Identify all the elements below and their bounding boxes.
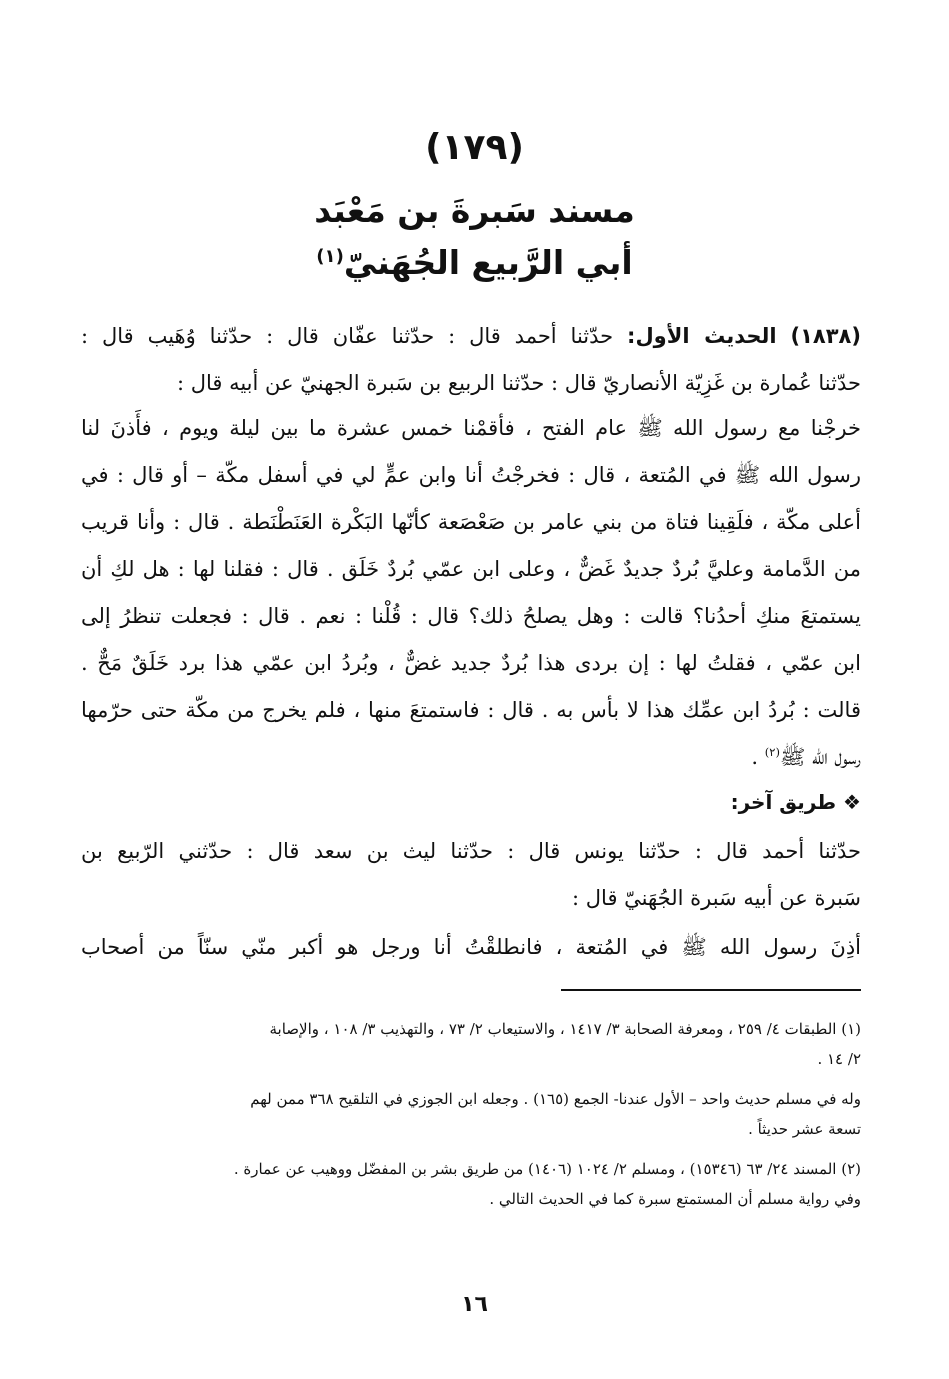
tariq-text (81, 924, 861, 971)
footnote-1-extra-line: وله في مسلم حديث واحد – الأول عندنا- الجمع (١٦٥) . وجعله ابن الجوزي في التلقيح ٣٦٨ ممن لهم (250, 1090, 861, 1108)
hadith-line: يستمتعَ منكِ أحدُنا؟ قالت : وهل يصلحُ ذلك؟ قال : قُلْنا : نعم . قال : فجعلت تنظرُ إلى (81, 604, 861, 628)
hadith-line: ابن عمّي ، فقلتُ لها : إن بردى هذا بُردٌ جديد غضٌّ ، وبُردُ ابن عمّي هذا برد خَلَقٌ مَحٌّ . (81, 651, 861, 675)
hadith-line: قالت : بُردُ ابن عمِّك هذا لا بأس به . قال : فاستمتعَ منها ، فلم يخرج من مكّة حتى حرّمها (81, 698, 861, 722)
page-number: ١٦ (461, 1292, 488, 1317)
hadith-line: من الدَّمامة وعليَّ بُردٌ جديدٌ غَضٌّ ، وعلى ابن عمّي بُردٌ خَلَق . قال : فقلنا لها : هل لكِ أن (81, 557, 861, 581)
chapter-number: (١٧٩) (425, 127, 524, 168)
hadith-last-end: . (751, 745, 765, 769)
isnad-line (81, 313, 861, 360)
footnote-separator (561, 989, 861, 991)
hadith-line: خرجْنا مع رسول الله ﷺ عام الفتح ، فأقمْنا خمس عشرة ما بين ليلة ويوم ، فأَذنَ لنا (81, 416, 861, 440)
footnote-1-line: (١) الطبقات ٤/ ٢٥٩ ، ومعرفة الصحابة ٣/ ١٤١٧ ، والاستيعاب ٢/ ٧٣ ، والتهذيب ٣/ ١٠٨ ، والإصابة (269, 1020, 861, 1038)
hadith-label: الحديث الأول: (627, 324, 777, 348)
hadith-line: أعلى مكّة ، فلَقِينا فتاة من بني عامر بن صَعْصَعة كأنّها البَكْرة العَنَطْنَطة . قال : وأنا قريب (81, 510, 861, 534)
footnote-1-extra-line: تسعة عشر حديثاً . (748, 1120, 861, 1138)
footnote-2-line: (٢) المسند ٢٤/ ٦٣ (١٥٣٤٦) ، ومسلم ٢/ ١٠٢٤ (١٤٠٦) من طريق بشر بن المفضّل ووهيب عن عمارة . (233, 1160, 861, 1178)
hadith-last-text: رسول الله ﷺ (780, 745, 861, 769)
tariq-line: حدّثنا أحمد قال : حدّثنا يونس قال : حدّثنا ليث بن سعد قال : حدّثني الرّبيع بن (81, 839, 861, 863)
tariq-heading: ❖ طريق آخر: (730, 790, 861, 814)
chapter-title: مسند سَبرةَ بن مَعْبَد (314, 191, 635, 230)
footnotes (81, 1014, 861, 1214)
tariq-line: سَبرة عن أبيه سَبرة الجُهَنيّ قال : (572, 886, 861, 910)
isnad-line: حدّثنا عُمارة بن غَزِيّة الأنصاريّ قال : حدّثنا الربيع بن سَبرة الجهنيّ عن أبيه قال : (176, 371, 861, 395)
hadith-number: (١٨٣٨) (790, 324, 861, 348)
hadith-line: رسول الله ﷺ في المُتعة ، قال : فخرجْتُ أنا وابن عمٍّ لي في أسفل مكّة – أو قال : في (81, 463, 861, 487)
footnote-ref-1: (١) (316, 246, 344, 267)
tariq-line: أذِنَ رسول الله ﷺ في المُتعة ، فانطلقْتُ أنا ورجل هو أكبر منّي سنّاً من أصحاب (81, 935, 862, 959)
footnote-1-line: ٢/ ١٤ . (817, 1050, 861, 1068)
subtitle-text: أبي الرَّبيع الجُهَنيّ (343, 243, 633, 282)
footnote-ref-2: (٢) (764, 745, 781, 759)
isnad-text: حدّثنا أحمد قال : حدّثنا عفّان قال : حدّثنا وُهَيب قال : (81, 324, 614, 348)
hadith-isnad (81, 313, 861, 407)
chapter-subtitle (0, 241, 949, 285)
hadith-text (81, 405, 861, 781)
footnote-2-line: وفي رواية مسلم أن المستمتع سبرة كما في الحديث التالي . (489, 1190, 861, 1208)
tariq-isnad (81, 828, 861, 922)
hadith-line (81, 734, 861, 781)
